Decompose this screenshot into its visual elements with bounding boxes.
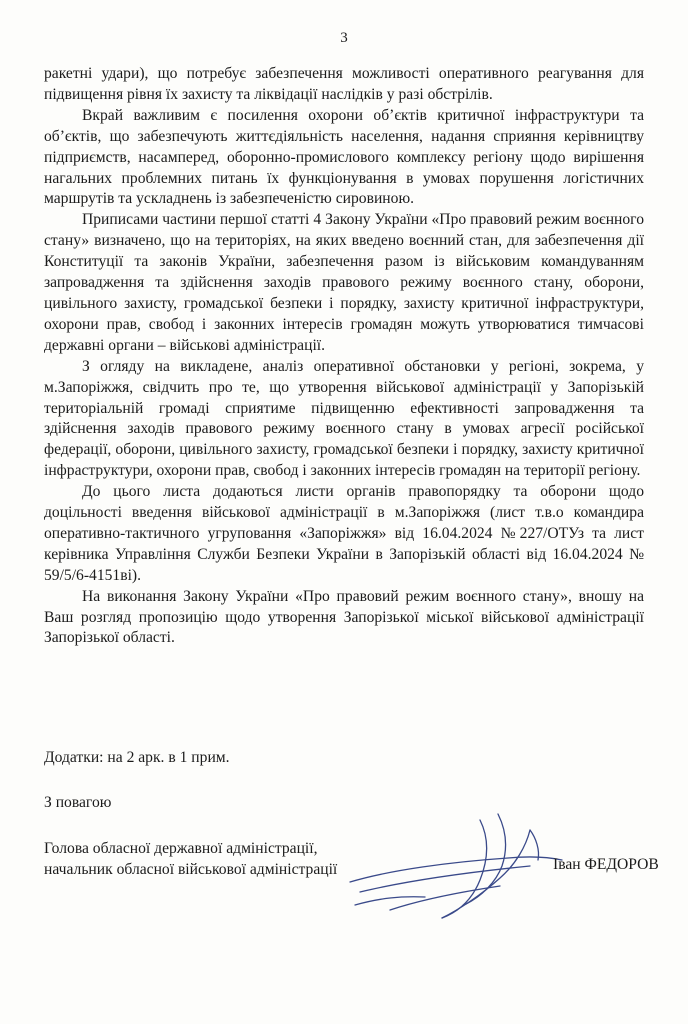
attachments-note: Додатки: на 2 арк. в 1 прим. [44,749,230,766]
paragraph-situation-analysis: З огляду на викладене, аналіз оперативної обстановки у регіоні, зокрема, у м.Запоріжжя, свідчить про те, що утворення військової адміністрації у Запорізькій територіальній громаді сприятиме підвищенню ефективності запровадження та здійснення заходів правового режиму воєнного стану в умовах агресії російської федерації, оборони, цивільного захисту, громадської безпеки і порядку, захисту критичної інфраструктури, охорони прав, свобод і законних інтересів громадян на території регіону. [44,357,644,480]
signer-position-line-1: Голова обласної державної адміністрації, [44,840,318,857]
signer-position-line-2: начальник обласної військової адміністрації [44,861,338,878]
paragraph-martial-law-provisions: Приписами частини першої статті 4 Закону України «Про правовий режим воєнного стану» визначено, що на територіях, на яких введено воєнний стан, для забезпечення дії Конституції та законів України, забезпечення разом із військовим командуванням запровадження та здійснення заходів правового режиму воєнного стану, оборони, цивільного захисту, громадської безпеки і порядку, захисту критичної інфраструктури, охорони прав, свобод і законних інтересів громадян можуть утворюватися тимчасові державні органи – військові адміністрації. [44,211,644,354]
signer-position [44,838,337,880]
paragraph-critical-infrastructure: Вкрай важливим є посилення охорони об’єктів критичної інфраструктури та об’єктів, що забезпечують життєдіяльність населення, надання сприяння керівництву підприємств, насамперед, оборонно-промислового комплексу регіону щодо вирішення нагальних проблемних питань їх функціонування в умовах порушення логістичних маршрутів та ускладнень із забезпеченістю сировиною. [44,106,644,208]
signer-name: Іван ФЕДОРОВ [553,856,659,873]
handwritten-signature [330,800,580,940]
paragraph-continuation: ракетні удари), що потребує забезпечення можливості оперативного реагування для підвищення рівня їх захисту та ліквідації наслідків у разі обстрілів. [44,65,644,103]
paragraph-attached-letters: До цього листа додаються листи органів правопорядку та оборони щодо доцільності введення військової адміністрації в м.Запоріжжя (лист т.в.о командира оперативно-тактичного угруповання «Запоріжжя» від 16.04.2024 №227/ОТУз та лист керівника Управління Служби Безпеки України в Запорізькій області від 16.04.2024 № 59/5/6-4151ві). [44,483,644,584]
paragraph-proposal: На виконання Закону України «Про правовий режим воєнного стану», вношу на Ваш розгляд пропозицію щодо утворення Запорізької міської військової адміністрації Запорізької області. [44,587,644,647]
closing-salutation: З повагою [44,794,112,811]
letter-body [44,64,644,649]
page-number: 3 [340,30,348,46]
